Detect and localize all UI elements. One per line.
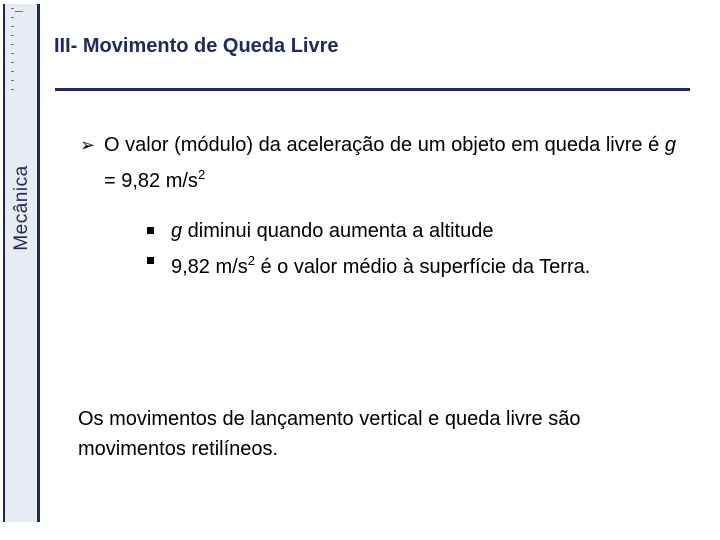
main-bullet-lead: O valor (módulo) da aceleração de um objeto em queda livre é bbox=[104, 134, 665, 156]
sub-item-value: 9,82 m/s bbox=[171, 256, 248, 278]
sub-item bbox=[144, 246, 704, 282]
arrow-bullet-icon: ➢ bbox=[80, 135, 96, 155]
main-bullet-value: = 9,82 m/s bbox=[104, 170, 198, 192]
title-rule bbox=[55, 88, 690, 91]
side-label: Mecânica bbox=[11, 165, 32, 251]
main-bullet bbox=[80, 130, 676, 196]
side-bar-ticks bbox=[11, 8, 14, 98]
square-bullet-icon bbox=[147, 257, 154, 264]
sub-item-text: é o valor médio à superfície da Terra. bbox=[254, 256, 591, 278]
sub-list bbox=[144, 216, 704, 282]
closing-paragraph: Os movimentos de lançamento vertical e queda livre são movimentos retilíneos. bbox=[78, 408, 581, 460]
slide-title: III- Movimento de Queda Livre bbox=[54, 35, 339, 57]
side-bar-mark bbox=[15, 11, 23, 12]
square-bullet-icon bbox=[147, 227, 154, 234]
sub-item bbox=[144, 216, 704, 246]
main-bullet-exponent: 2 bbox=[197, 167, 206, 182]
sub-item-text: diminui quando aumenta a altitude bbox=[182, 220, 494, 242]
gravity-symbol: g bbox=[171, 220, 183, 242]
main-bullet-text bbox=[80, 130, 676, 196]
sub-item-exponent: 2 bbox=[247, 253, 255, 268]
side-bar bbox=[3, 4, 40, 522]
gravity-symbol: g bbox=[664, 134, 676, 156]
